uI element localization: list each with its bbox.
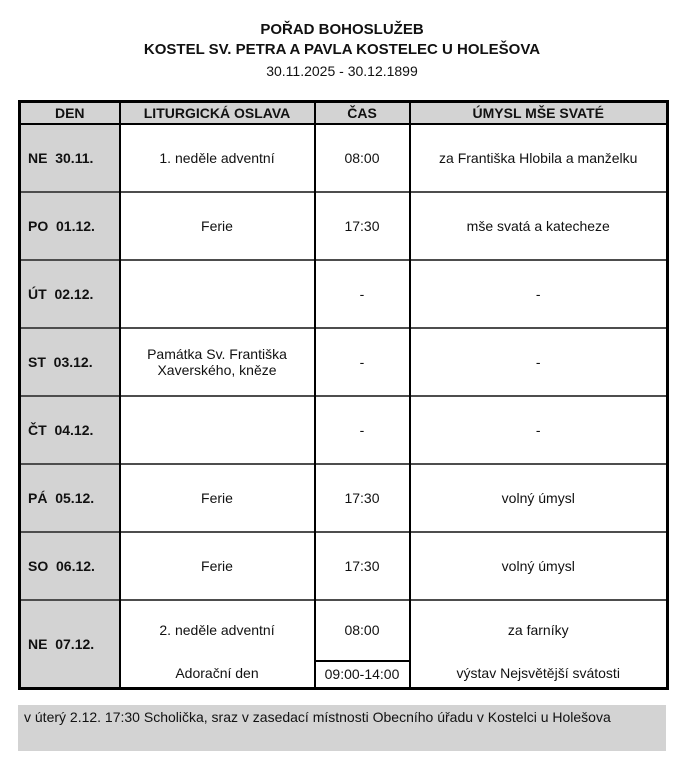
table-row <box>20 532 668 600</box>
liturgy-cell: Ferie <box>120 192 315 260</box>
table-row <box>20 260 668 328</box>
time-cell: - <box>315 328 410 396</box>
cell-line-sub: 09:00-14:00 <box>316 660 409 687</box>
day-cell: ÚT 02.12. <box>20 260 120 328</box>
cell-line-sub: výstav Nejsvětější svátosti <box>456 665 620 681</box>
time-cell: 17:30 <box>315 464 410 532</box>
day-cell: PO 01.12. <box>20 192 120 260</box>
day-cell: PÁ 05.12. <box>20 464 120 532</box>
table-row <box>20 328 668 396</box>
liturgy-cell: Ferie <box>120 464 315 532</box>
time-cell: - <box>315 260 410 328</box>
liturgy-cell <box>120 260 315 328</box>
schedule-table <box>18 100 669 690</box>
day-cell: SO 06.12. <box>20 532 120 600</box>
day-cell: NE 07.12. <box>20 600 120 689</box>
day-cell: ST 03.12. <box>20 328 120 396</box>
day-cell: NE 30.11. <box>20 124 120 192</box>
day-cell: ČT 04.12. <box>20 396 120 464</box>
header-umysl: ÚMYSL MŠE SVATÉ <box>410 102 668 124</box>
intention-cell: volný úmysl <box>410 464 668 532</box>
liturgy-cell: Památka Sv. Františka Xaverského, kněze <box>120 328 315 396</box>
time-cell: 17:30 <box>315 192 410 260</box>
intention-cell: - <box>410 396 668 464</box>
doc-date-range: 30.11.2025 - 30.12.1899 <box>266 63 418 79</box>
liturgy-cell: Ferie <box>120 532 315 600</box>
table-row <box>20 124 668 192</box>
intention-cell: za Františka Hlobila a manželku <box>410 124 668 192</box>
title-block <box>0 0 684 81</box>
table-row <box>20 464 668 532</box>
cell-line-main: za farníky <box>507 622 569 638</box>
table-row <box>20 192 668 260</box>
cell-line-main: 2. neděle adventní <box>159 622 275 638</box>
intention-cell <box>410 600 668 689</box>
cell-line-sub: Adorační den <box>175 665 259 681</box>
time-cell: 08:00 <box>315 124 410 192</box>
liturgy-cell <box>120 396 315 464</box>
time-cell <box>315 600 410 689</box>
liturgy-cell <box>120 600 315 689</box>
table-row <box>20 396 668 464</box>
intention-cell: - <box>410 260 668 328</box>
header-cas: ČAS <box>315 102 410 124</box>
time-cell: 17:30 <box>315 532 410 600</box>
doc-subtitle: KOSTEL SV. PETRA A PAVLA KOSTELEC U HOLEŠOVA <box>143 41 541 58</box>
intention-cell: - <box>410 328 668 396</box>
header-row <box>20 102 668 124</box>
cell-line-main: 08:00 <box>344 622 380 638</box>
table-row <box>20 600 668 689</box>
header-oslava: LITURGICKÁ OSLAVA <box>120 102 315 124</box>
intention-cell: volný úmysl <box>410 532 668 600</box>
footer-note: v úterý 2.12. 17:30 Scholička, sraz v zasedací místnosti Obecního úřadu v Kostelci u Holešova <box>18 705 666 751</box>
intention-cell: mše svatá a katecheze <box>410 192 668 260</box>
schedule-table-body <box>20 124 668 689</box>
header-den: DEN <box>20 102 120 124</box>
time-cell: - <box>315 396 410 464</box>
doc-title: POŘAD BOHOSLUŽEB <box>260 21 424 38</box>
liturgy-cell: 1. neděle adventní <box>120 124 315 192</box>
